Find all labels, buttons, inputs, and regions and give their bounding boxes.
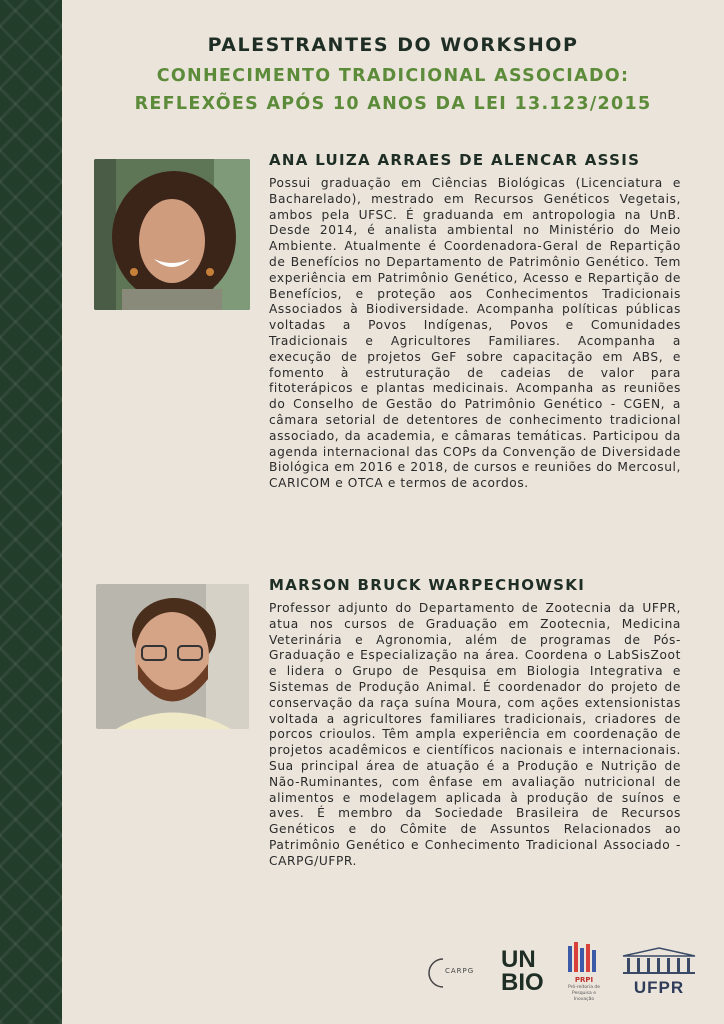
speaker-2-photo [96,584,249,729]
speaker-1-bio: Possui graduação em Ciências Biológicas (Licenciatura e Bacharelado), mestrado em Recursos Genéticos Vegetais, ambos pela UFSC. É graduanda em antropologia na UnB. Desde 2014, é analista ambiental no Ministério do Meio Ambiente. Atualmente é Coordenadora-Geral de Repartição de Benefícios no Departamento de Patrimônio Genético. Tem experiência em Patrimônio Genético, Acesso e Repartição de Benefícios, e proteção aos Conhecimentos Tradicionais Associados à Biodiversidade. Acompanha políticas públicas voltadas a Povos Indígenas, Povos e Comunidades Tradicionais e Agricultores Familiares. Acompanha a execução de projetos GeF sobre capacitação em ABS, e fomento à estruturação de cadeias de valor para fitoterápicos e plantas medicinais. Acompanha as reuniões do Conselho de Gestão do Patrimônio Genético - CGEN, a câmara setorial de detentores de conhecimento tradicional associado, da academia, e câmaras temáticas. Participou da agenda internacional das COPs da Convenção de Diversidade Biológica em 2016 e 2018, de cursos e reuniões do Mercosul, CARICOM e OTCA e termos de acordos. [269,176,681,491]
carpg-logo: CARPG [425,956,489,990]
speaker-1-photo [94,159,250,310]
subtitle-line-2: REFLEXÕES APÓS 10 ANOS DA LEI 13.123/2015 [134,94,652,114]
subtitle-line-1: CONHECIMENTO TRADICIONAL ASSOCIADO: [156,66,630,86]
unbio-logo: UN BIO [501,946,544,996]
partner-logos [425,942,705,1004]
page-header [62,32,724,118]
speaker-2-bio: Professor adjunto do Departamento de Zootecnia da UFPR, atua nos cursos de Graduação em Zootecnia, Medicina Veterinária e Agronomia, além de programas de Pós-Graduação e Especialização na área. Coordena o LabSisZoot e lidera o Grupo de Pesquisa em Biologia Integrativa e Sistemas de Produção Animal. É coordenador do projeto de conservação da raça suína Moura, com ações extensionistas voltada a agricultores familiares tradicionais, criadores de porcos crioulos. Têm ampla experiência em coordenação de projetos acadêmicos e científicos nacionais e internacionais. Sua principal área de atuação é a Produção e Nutrição de Não-Ruminantes, com ênfase em avaliação nutricional de alimentos e modelagem aplicada à produção de suínos e aves. É membro da Sociedade Brasileira de Recursos Genéticos e do Cômite de Assuntos Relacionados ao Patrimônio Genético e Conhecimento Tradicional Associado - CARPG/UFPR. [269,601,681,868]
speaker-1-name: ANA LUIZA ARRAES DE ALENCAR ASSIS [269,151,641,169]
prpi-logo: PRPI Pró-reitoria de Pesquisa e Inovação [563,942,605,1004]
page-title: PALESTRANTES DO WORKSHOP [207,34,579,56]
ufpr-logo: UFPR [617,946,701,1000]
speaker-2-name: MARSON BRUCK WARPECHOWSKI [269,576,586,594]
decorative-side-band [0,0,62,1024]
